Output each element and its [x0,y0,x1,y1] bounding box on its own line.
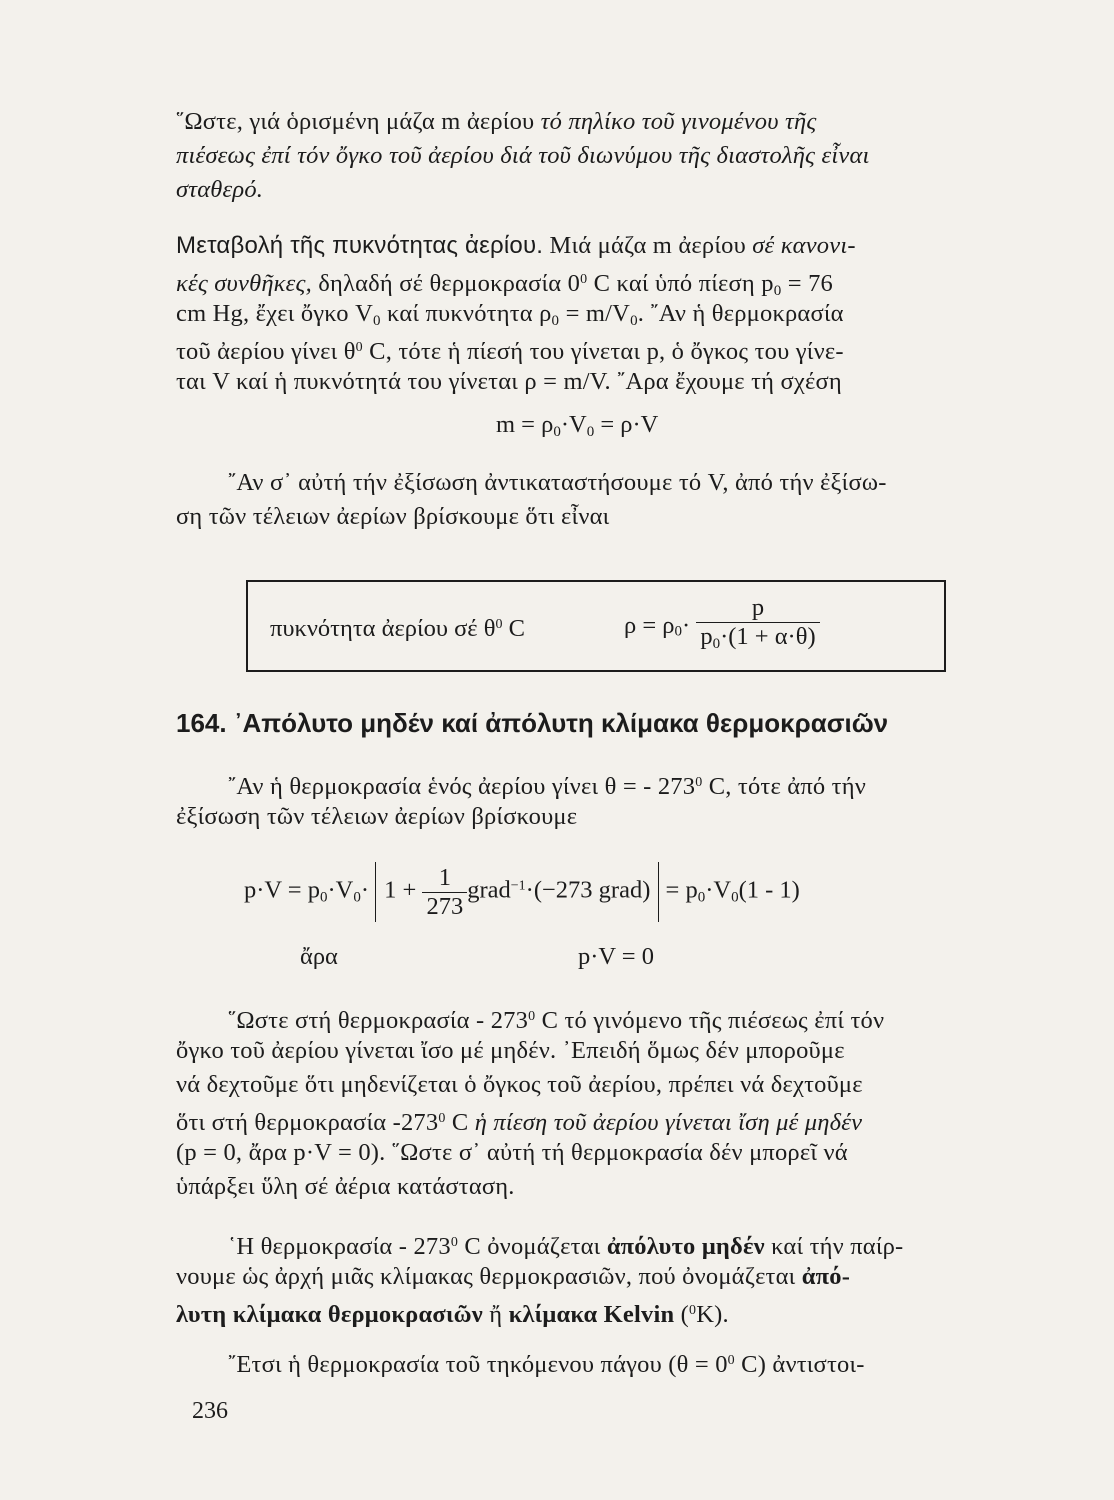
text-italic: σέ κανονι- [752,232,856,259]
text: ῎Ετσι ἡ θερμοκρασία τοῦ τηκόμενου πάγου (θ = 0 [228,1351,728,1378]
superscript: 0 [450,1235,459,1250]
superscript: 0 [695,775,703,790]
paragraph-line [176,1102,1046,1140]
text: C [445,1109,475,1136]
text: ·(−273 grad) [525,876,651,904]
text: καί πυκνότητα ρ [380,300,552,327]
paragraph-line: νά δεχτοῦμε ὅτι μηδενίζεται ὁ ὄγκος τοῦ ἀερίου, πρέπει νά δεχτοῦμε [176,1071,863,1098]
text: ῎Αν ἡ θερμοκρασία ἑνός ἀερίου γίνει θ = - 273 [228,773,696,800]
paragraph-line [176,1294,1046,1332]
paragraph-line: ῎Αν σ᾽ αὐτή τήν ἐξίσωση ἀντικαταστήσουμε τό V, ἀπό τήν ἐξίσω- [228,469,887,496]
subscript: 0 [674,623,683,640]
box-equation [624,594,820,658]
superscript: 0 [495,617,503,632]
text: cm Hg, ἔχει ὄγκο V [176,300,373,327]
text: τοῦ ἀερίου γίνει θ [176,338,356,365]
fraction [696,594,819,658]
paragraph-line [228,766,1098,804]
superscript: 0 [355,340,363,355]
text: grad [467,876,511,904]
text: = p [659,876,698,904]
subscript: 0 [712,636,721,652]
paragraph-line [228,1000,1098,1038]
text: πυκνότητα ἀερίου σέ θ [270,615,496,642]
text: . ῎Αν ἡ θερμοκρασία [637,300,844,327]
numerator: p [696,594,819,623]
left-bracket [375,862,384,922]
text: ἤ [482,1301,509,1328]
superscript: −1 [510,878,526,894]
text-bold: λυτη κλίμακα θερμοκρασιῶν [176,1301,483,1328]
fraction [422,864,467,921]
text: C) ἀντιστοι- [734,1351,865,1378]
superscript: 0 [528,1009,536,1024]
text: C, τότε ἡ πίεσή του γίνεται p, ὁ ὄγκος του γίνε- [362,338,844,365]
text: ·V [327,876,354,904]
text: ῾Η θερμοκρασία - 273 [228,1233,451,1260]
paragraph-line: ση τῶν τέλειων ἀερίων βρίσκουμε ὅτι εἶναι [176,503,610,530]
text: ·V [705,876,732,904]
equation-mass [496,408,658,449]
page-number: 236 [192,1398,228,1424]
text: (1 - 1) [738,876,800,904]
text-italic: κές συνθῆκες, [176,270,312,297]
text-italic: τό πηλίκο τοῦ γινομένου τῆς [540,108,817,135]
subscript: 0 [319,889,328,906]
subscript: 0 [353,889,361,906]
text: · [360,876,370,904]
superscript: 0 [688,1303,697,1318]
paragraph-line [176,331,1046,369]
subscript: 0 [372,313,381,329]
text: C καί ὑπό πίεση p [587,270,774,297]
text-italic: ἡ πίεση τοῦ ἀερίου γίνεται ἴση μέ μηδέν [474,1109,863,1136]
text: K). [696,1301,729,1328]
box-label [270,608,525,646]
text: = m/V [559,300,631,327]
paragraph-line: ται V καί ἡ πυκνότητά του γίνεται ρ = m/V. ῎Αρα ἔχουμε τή σχέση [176,368,842,395]
text-bold: κλίμακα Kelvin [508,1301,675,1328]
text: C τό γινόμενο τῆς πιέσεως ἐπί τόν [535,1007,885,1034]
text: = ρ·V [594,411,659,438]
text-bold: ἀπό- [801,1263,851,1290]
paragraph-line: ὑπάρξει ὕλη σέ ἀέρια κατάσταση. [176,1173,515,1200]
text: · [682,612,691,639]
subscript: 0 [731,889,739,906]
text: δηλαδή σέ θερμοκρασία 0 [311,270,581,297]
paragraph-line [228,1226,1098,1264]
text: 1 + [384,876,423,904]
text: Μιά μάζα m ἀερίου [543,232,753,259]
text: καί τήν παίρ- [764,1233,904,1260]
superscript: 0 [438,1111,446,1126]
paragraph-line: σταθερό. [176,176,264,203]
subscript: 0 [551,313,560,329]
text: C ὀνομάζεται [458,1233,607,1260]
subscript: 0 [773,283,782,299]
paragraph-line [176,1260,1046,1294]
subscript: 0 [630,313,638,329]
text: m = ρ [496,411,554,438]
text: ῞Ωστε, γιά ὁρισμένη μάζα m ἀερίου [176,108,541,135]
text: ὅτι στή θερμοκρασία -273 [176,1109,439,1136]
text-bold: ἀπόλυτο μηδέν [606,1233,765,1260]
paragraph-line [176,105,1046,139]
superscript: 0 [580,272,588,287]
text: C, τότε ἀπό τήν [702,773,866,800]
text: p·V = p [244,876,320,904]
section-heading: 164. ᾿Απόλυτο μηδέν καί ἀπόλυτη κλίμακα θερμοκρασιῶν [176,708,889,738]
text: ·V [560,411,587,438]
paragraph-line [176,229,1046,263]
superscript: 0 [727,1353,735,1368]
denominator: 273 [426,892,464,920]
denominator [696,623,819,658]
subscript: 0 [697,889,706,906]
subscript: 0 [553,424,561,440]
paragraph-line [228,1344,1098,1382]
equation-product-zero: p·V = 0 [578,943,654,970]
text: ·(1 + α·θ) [720,623,816,650]
text: ( [674,1301,689,1328]
paragraph-line: πιέσεως ἐπί τόν ὄγκο τοῦ ἀερίου διά τοῦ διωνύμου τῆς διαστολῆς εἶναι [176,142,870,169]
paragraph-line: ἐξίσωση τῶν τέλειων ἀερίων βρίσκουμε [176,803,578,830]
paragraph-line: ὄγκο τοῦ ἀερίου γίνεται ἴσο μέ μηδέν. ᾿Επειδή ὅμως δέν μποροῦμε [176,1037,845,1064]
equation-absolute-zero [244,862,800,922]
conjunction: ἄρα [300,943,338,970]
subscript: 0 [586,424,595,440]
text: νουμε ὡς ἀρχή μιᾶς κλίμακας θερμοκρασιῶν, πού ὀνομάζεται [176,1263,802,1290]
text: p [700,623,713,650]
text: ῞Ωστε στή θερμοκρασία - 273 [228,1007,529,1034]
text: ρ = ρ [624,612,675,639]
section-subheading: Μεταβολή τῆς πυκνότητας ἀερίου. [176,232,544,259]
text: = 76 [781,270,833,297]
paragraph-line: (p = 0, ἄρα p·V = 0). ῞Ωστε σ᾽ αὐτή τή θερμοκρασία δέν μπορεῖ νά [176,1139,848,1166]
text: C [502,615,525,642]
numerator: 1 [422,864,467,893]
